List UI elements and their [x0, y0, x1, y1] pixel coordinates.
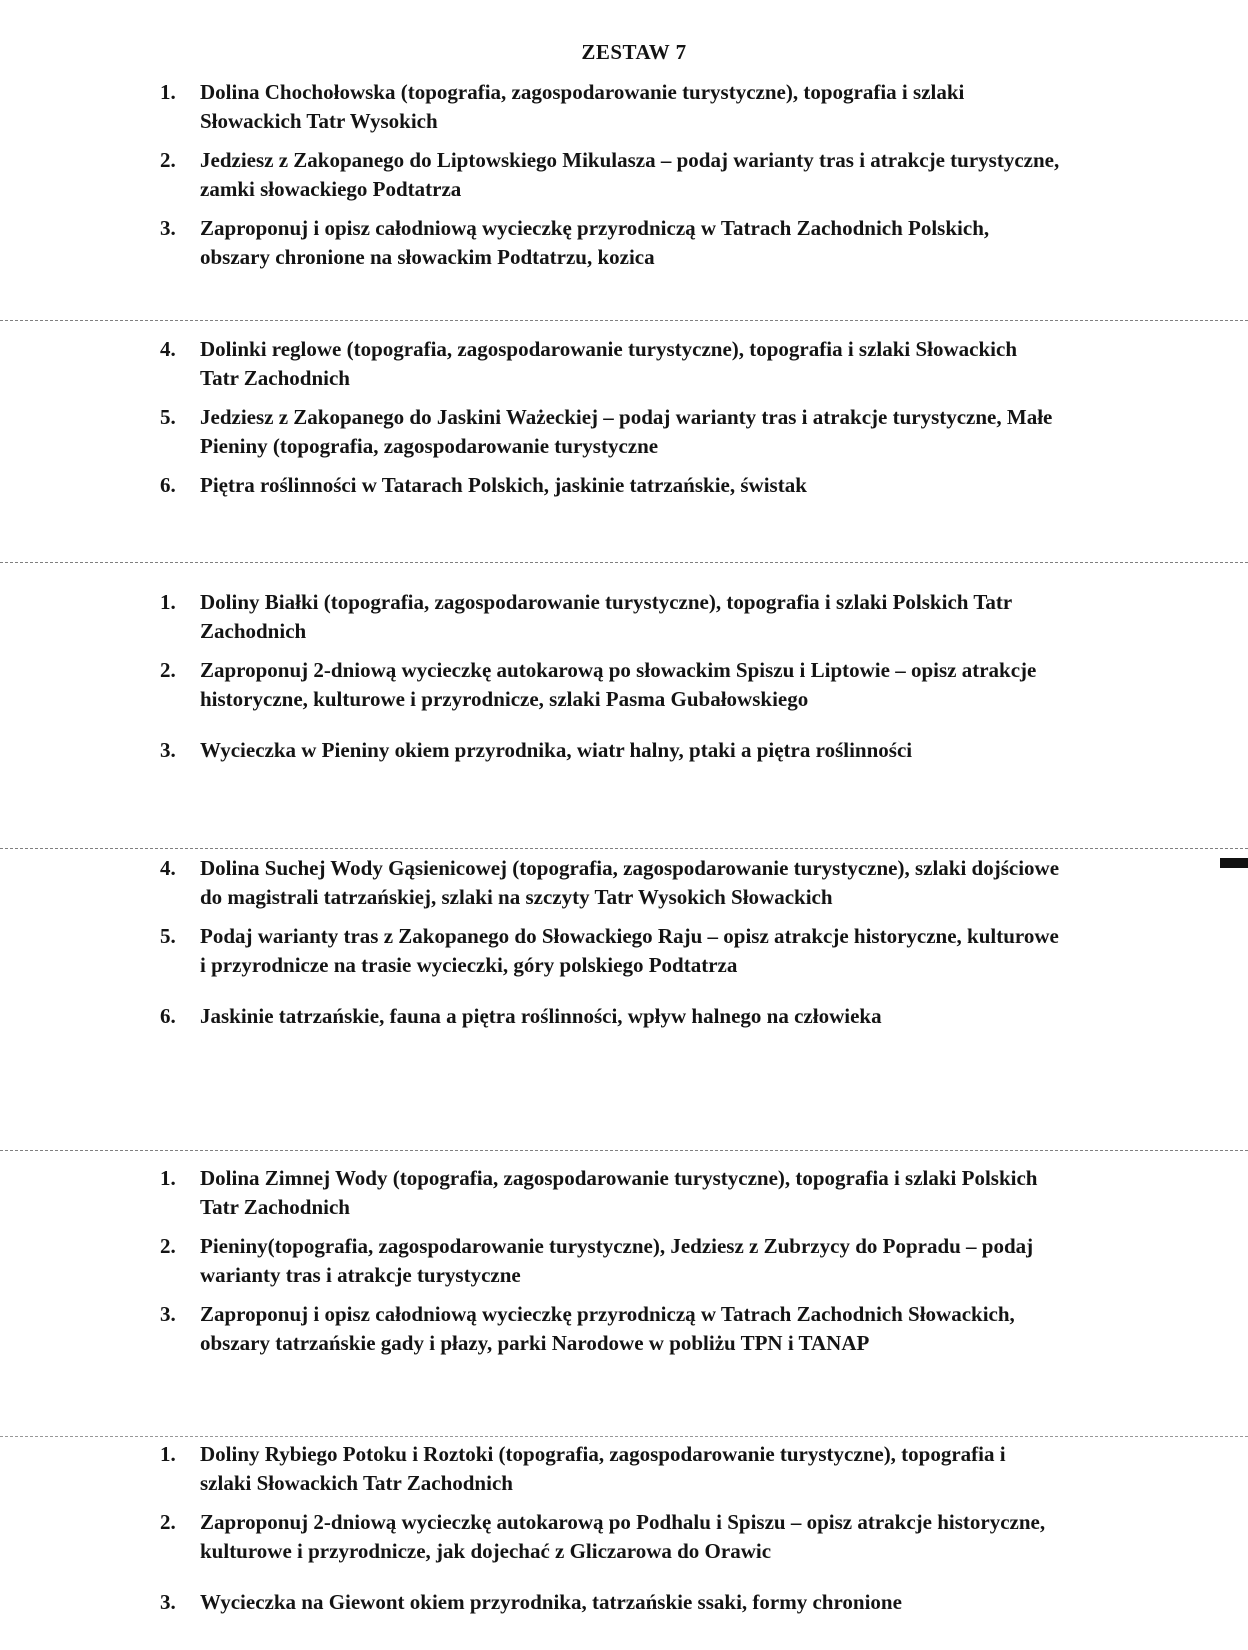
list-item [160, 922, 1060, 980]
scan-edge-mark [1220, 858, 1248, 868]
item-number: 2. [160, 1510, 176, 1534]
item-text: Jedziesz z Zakopanego do Jaskini Ważeckiej – podaj warianty tras i atrakcje turystyczne, Małe Pieniny (topografia, zagospodarowanie turystyczne [200, 405, 1053, 458]
list-item [160, 588, 1060, 646]
cut-line-separator [0, 848, 1248, 849]
item-text: Piętra roślinności w Tatarach Polskich, jaskinie tatrzańskie, świstak [200, 473, 807, 497]
question-group-3 [160, 588, 1060, 775]
question-group-1 [160, 78, 1060, 282]
item-text: Zaproponuj 2-dniową wycieczkę autokarową po słowackim Spiszu i Liptowie – opisz atrakcje historyczne, kulturowe i przyrodnicze, szlaki Pasma Gubałowskiego [200, 658, 1037, 711]
item-number: 2. [160, 1234, 176, 1258]
list-item [160, 1164, 1060, 1222]
cut-line-separator [0, 320, 1248, 321]
item-number: 1. [160, 1166, 176, 1190]
question-group-2 [160, 335, 1060, 510]
item-text: Zaproponuj i opisz całodniową wycieczkę przyrodniczą w Tatrach Zachodnich Polskich, obszary chronione na słowackim Podtatrzu, kozica [200, 216, 990, 269]
item-number: 1. [160, 590, 176, 614]
cut-line-separator [0, 562, 1248, 563]
item-number: 1. [160, 1442, 176, 1466]
item-text: Dolina Suchej Wody Gąsienicowej (topografia, zagospodarowanie turystyczne), szlaki dojściowe do magistrali tatrzańskiej, szlaki na szczyty Tatr Wysokich Słowackich [200, 856, 1060, 909]
list-item [160, 1002, 1060, 1031]
list-item [160, 471, 1060, 500]
item-number: 5. [160, 405, 176, 429]
item-text: Dolinki reglowe (topografia, zagospodarowanie turystyczne), topografia i szlaki Słowackich Tatr Zachodnich [200, 337, 1018, 390]
list-item [160, 1508, 1060, 1566]
item-text: Doliny Rybiego Potoku i Roztoki (topografia, zagospodarowanie turystyczne), topografia i szlaki Słowackich Tatr Zachodnich [200, 1442, 1006, 1495]
item-number: 5. [160, 924, 176, 948]
item-text: Wycieczka na Giewont okiem przyrodnika, tatrzańskie ssaki, formy chronione [200, 1590, 902, 1614]
list-item [160, 1588, 1060, 1617]
item-text: Pieniny(topografia, zagospodarowanie turystyczne), Jedziesz z Zubrzycy do Popradu – podaj warianty tras i atrakcje turystyczne [200, 1234, 1034, 1287]
item-number: 3. [160, 1302, 176, 1326]
list-item [160, 736, 1060, 765]
item-number: 2. [160, 658, 176, 682]
list-item [160, 1440, 1060, 1498]
item-text: Zaproponuj i opisz całodniową wycieczkę przyrodniczą w Tatrach Zachodnich Słowackich, obszary tatrzańskie gady i płazy, parki Narodowe w pobliżu TPN i TANAP [200, 1302, 1015, 1355]
list-item [160, 854, 1060, 912]
item-number: 1. [160, 80, 176, 104]
item-number: 3. [160, 1590, 176, 1614]
item-number: 3. [160, 738, 176, 762]
cut-line-separator [0, 1150, 1248, 1151]
item-text: Jaskinie tatrzańskie, fauna a piętra roślinności, wpływ halnego na człowieka [200, 1004, 882, 1028]
item-text: Jedziesz z Zakopanego do Liptowskiego Mikulasza – podaj warianty tras i atrakcje turystyczne, zamki słowackiego Podtatrza [200, 148, 1060, 201]
item-text: Doliny Białki (topografia, zagospodarowanie turystyczne), topografia i szlaki Polskich Tatr Zachodnich [200, 590, 1012, 643]
item-text: Zaproponuj 2-dniową wycieczkę autokarową po Podhalu i Spiszu – opisz atrakcje historyczne, kulturowe i przyrodnicze, jak dojechać z Gliczarowa do Orawic [200, 1510, 1046, 1563]
list-item [160, 78, 1060, 136]
item-text: Wycieczka w Pieniny okiem przyrodnika, wiatr halny, ptaki a piętra roślinności [200, 738, 913, 762]
item-text: Dolina Chochołowska (topografia, zagospodarowanie turystyczne), topografia i szlaki Słowackich Tatr Wysokich [200, 80, 965, 133]
list-item [160, 403, 1060, 461]
list-item [160, 214, 1060, 272]
list-item [160, 146, 1060, 204]
item-number: 2. [160, 148, 176, 172]
item-text: Dolina Zimnej Wody (topografia, zagospodarowanie turystyczne), topografia i szlaki Polskich Tatr Zachodnich [200, 1166, 1038, 1219]
item-number: 3. [160, 216, 176, 240]
question-group-6 [160, 1440, 1060, 1627]
page-title: ZESTAW 7 [581, 40, 687, 64]
list-item [160, 656, 1060, 714]
list-item [160, 1232, 1060, 1290]
question-group-5 [160, 1164, 1060, 1368]
list-item [160, 335, 1060, 393]
cut-line-separator [0, 1436, 1248, 1437]
item-number: 6. [160, 473, 176, 497]
item-number: 6. [160, 1004, 176, 1028]
question-group-4 [160, 854, 1060, 1041]
item-number: 4. [160, 337, 176, 361]
item-text: Podaj warianty tras z Zakopanego do Słowackiego Raju – opisz atrakcje historyczne, kulturowe i przyrodnicze na trasie wycieczki, góry polskiego Podtatrza [200, 924, 1059, 977]
list-item [160, 1300, 1060, 1358]
item-number: 4. [160, 856, 176, 880]
